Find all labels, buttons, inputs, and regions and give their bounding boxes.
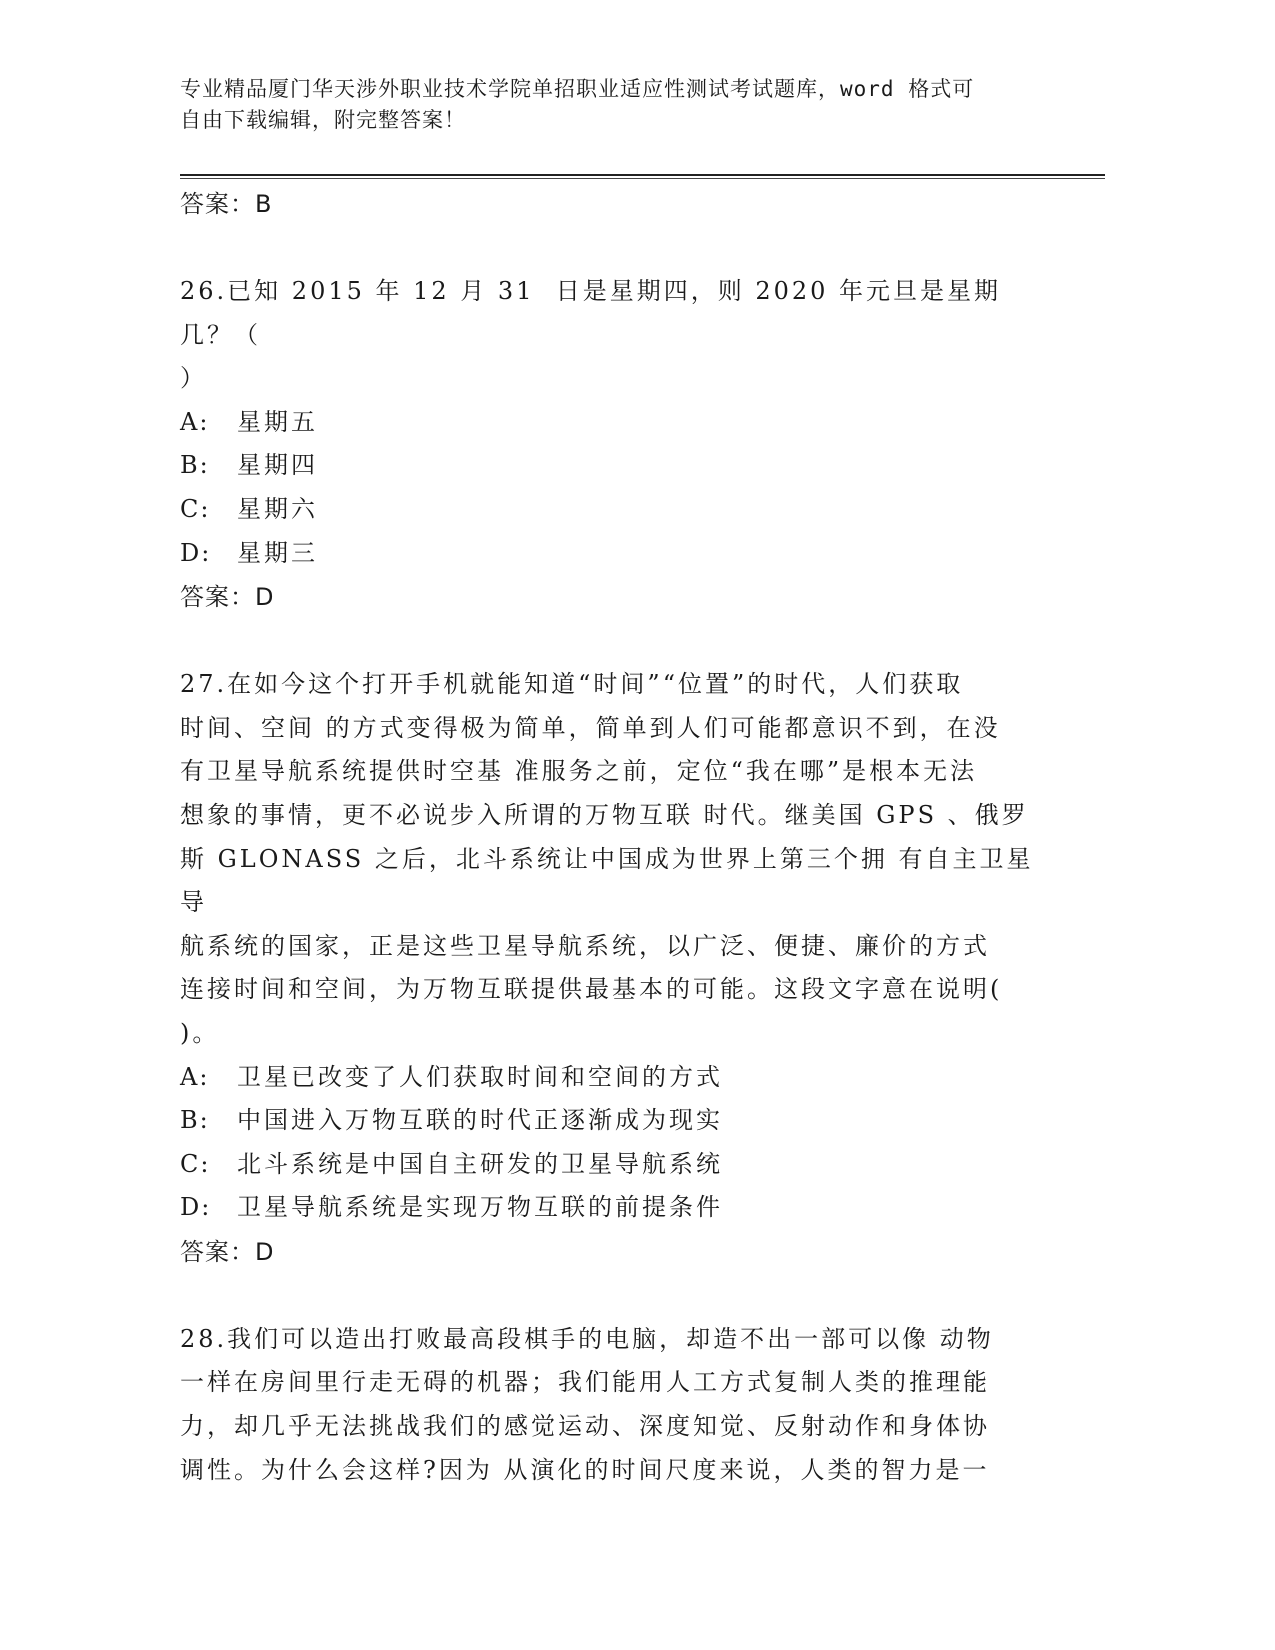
option-text: 星期三 — [237, 538, 318, 567]
option-c — [180, 1143, 1040, 1187]
spacer — [180, 1274, 1040, 1318]
question-stem-line: 想象的事情，更不必说步入所谓的万物互联 时代。继美国 GPS 、俄罗 — [180, 800, 1029, 829]
option-d — [180, 1186, 1040, 1230]
option-text: 星期六 — [237, 494, 318, 523]
question-stem-line: 连接时间和空间，为万物互联提供最基本的可能。这段文字意在说明( — [180, 975, 1003, 1004]
option-b — [180, 444, 1040, 488]
header-rule-thin — [180, 178, 1105, 179]
option-b — [180, 1099, 1040, 1143]
header-line-1: 专业精品厦门华天涉外职业技术学院单招职业适应性测试考试题库，word 格式可 — [180, 77, 975, 101]
option-c — [180, 488, 1040, 532]
question-stem-line: 有卫星导航系统提供时空基 准服务之前，定位“我在哪”是根本无法 — [180, 757, 978, 786]
question-stem-line: 斯 GLONASS 之后，北斗系统让中国成为世界上第三个拥 有自主卫星导 — [180, 844, 1034, 917]
option-letter: D: — [180, 1193, 212, 1222]
question-stem-line: 力，却几乎无法挑战我们的感觉运动、深度知觉、反射动作和身体协 — [180, 1412, 990, 1441]
spacer — [180, 619, 1040, 663]
page-header — [180, 74, 1060, 136]
option-letter: A: — [180, 407, 210, 436]
option-a — [180, 401, 1040, 445]
question-stem-line: )。 — [180, 1018, 220, 1047]
option-d — [180, 532, 1040, 576]
option-letter: A: — [180, 1062, 210, 1091]
question-stem-line: 27.在如今这个打开手机就能知道“时间”“位置”的时代，人们获取 — [180, 670, 964, 699]
header-rule-thick — [180, 174, 1105, 176]
question-stem-line: 时间、空间 的方式变得极为简单，简单到人们可能都意识不到，在没 — [180, 713, 1001, 742]
option-letter: C: — [180, 1149, 211, 1178]
option-text: 星期五 — [237, 407, 318, 436]
answer-26: 答案：D — [180, 583, 275, 612]
option-text: 卫星已改变了人们获取时间和空间的方式 — [237, 1062, 723, 1091]
option-a — [180, 1056, 1040, 1100]
question-stem-line: 28.我们可以造出打败最高段棋手的电脑，却造不出一部可以像 动物 — [180, 1324, 994, 1353]
header-line-2: 自由下载编辑，附完整答案！ — [180, 108, 466, 132]
question-stem-line: 航系统的国家，正是这些卫星导航系统，以广泛、便捷、廉价的方式 — [180, 931, 990, 960]
question-stem-line: 26.已知 2015 年 12 月 31 日是星期四，则 2020 年元旦是星期几？（ — [180, 277, 1002, 349]
question-stem-line: 一样在房间里行走无碍的机器；我们能用人工方式复制人类的推理能 — [180, 1368, 990, 1397]
question-28 — [180, 1318, 1040, 1492]
option-text: 北斗系统是中国自主研发的卫星导航系统 — [237, 1149, 723, 1178]
question-content — [180, 182, 1040, 1492]
option-letter: D: — [180, 538, 212, 567]
question-26 — [180, 270, 1040, 619]
option-letter: B: — [180, 1106, 210, 1135]
answer-27: 答案：D — [180, 1237, 275, 1266]
option-letter: B: — [180, 451, 210, 480]
spacer — [180, 226, 1040, 270]
question-27 — [180, 663, 1040, 1274]
option-text: 卫星导航系统是实现万物互联的前提条件 — [237, 1193, 723, 1222]
option-text: 星期四 — [237, 451, 318, 480]
option-text: 中国进入万物互联的时代正逐渐成为现实 — [237, 1106, 723, 1135]
question-stem-line: 调性。为什么会这样?因为 从演化的时间尺度来说，人类的智力是一 — [180, 1455, 990, 1484]
option-letter: C: — [180, 494, 211, 523]
question-stem-line: ） — [180, 364, 207, 393]
previous-answer: 答案：B — [180, 190, 273, 218]
